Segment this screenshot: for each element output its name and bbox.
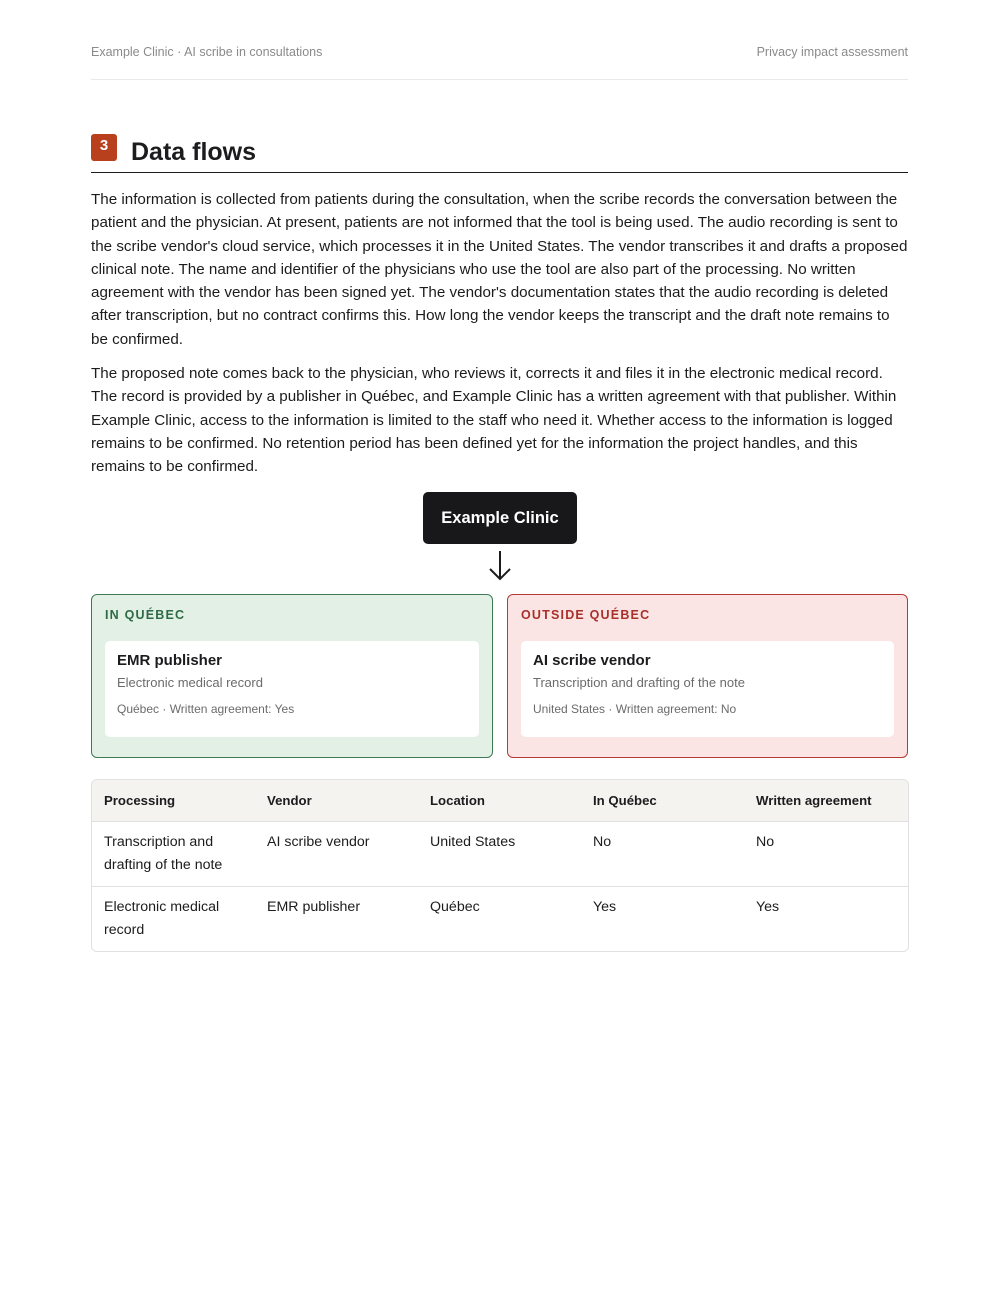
vendor-description: Electronic medical record (117, 675, 263, 690)
column-header: Vendor (255, 780, 418, 822)
column-header: Processing (92, 780, 255, 822)
table-cell: Québec (418, 887, 581, 952)
table-cell: Yes (581, 887, 744, 952)
table-cell: United States (430, 834, 516, 850)
processing-table (91, 779, 909, 952)
column-header: Location (418, 780, 581, 822)
vendor-card-ai-scribe (521, 641, 894, 737)
vendor-card-emr (105, 641, 479, 737)
table-cell: Electronic medical record (92, 887, 255, 952)
vendor-meta: United States · Written agreement: No (533, 702, 737, 716)
table-cell: Transcription and drafting of the note (104, 834, 223, 873)
paragraph-record: The proposed note comes back to the physician, who reviews it, corrects it and files it in the electronic medical record. The record is provided by a publisher in Québec, and Example Clinic has a written agreement with that publisher. Within Example Clinic, access to the information is limited to the staff who need it. Whether access to the information is logged remains to be confirmed. No retention period has been defined yet for the information the project handles, and this remains to be confirmed. (91, 365, 897, 476)
running-header (91, 45, 908, 80)
vendor-name: AI scribe vendor (533, 652, 651, 669)
table-row (92, 822, 908, 887)
table-cell: AI scribe vendor (267, 834, 370, 850)
header-document-type: Privacy impact assessment (756, 45, 908, 59)
zone-outside-quebec (507, 594, 908, 758)
section-title: Data flows (131, 138, 257, 166)
paragraph-collection: The information is collected from patients during the consultation, when the scribe records the conversation between the patient and the physician. At present, patients are not informed that the tool is being used. The audio recording is sent to the scribe vendor's cloud service, which processes it in the United States. The vendor transcribes it and drafts a proposed clinical note. The name and identifier of the physicians who use the tool are also part of the processing. No written agreement with the vendor has been signed yet. The vendor's documentation states that the audio recording is deleted after transcription, but no contract confirms this. How long the vendor keeps the transcript and the draft note remains to be confirmed. (91, 191, 908, 348)
zone-label: OUTSIDE QUÉBEC (521, 608, 651, 622)
table-cell: No (756, 834, 775, 850)
table-row (92, 887, 908, 952)
column-header: In Québec (581, 780, 744, 822)
vendor-meta: Québec · Written agreement: Yes (117, 702, 295, 716)
section-heading (91, 133, 908, 173)
zone-label: IN QUÉBEC (105, 608, 186, 622)
section-number-badge: 3 (91, 134, 117, 161)
table-cell: No (593, 834, 612, 850)
column-header: Written agreement (744, 780, 908, 822)
arrow-down-icon (488, 550, 512, 582)
table-header-row (92, 780, 908, 822)
diagram-source-node: Example Clinic (423, 492, 577, 544)
vendor-description: Transcription and drafting of the note (533, 675, 745, 690)
vendor-name: EMR publisher (117, 652, 223, 669)
table-cell: EMR publisher (255, 887, 418, 952)
header-document-title: Example Clinic · AI scribe in consultations (91, 45, 323, 59)
table-cell: Yes (744, 887, 908, 952)
zone-in-quebec (91, 594, 493, 758)
